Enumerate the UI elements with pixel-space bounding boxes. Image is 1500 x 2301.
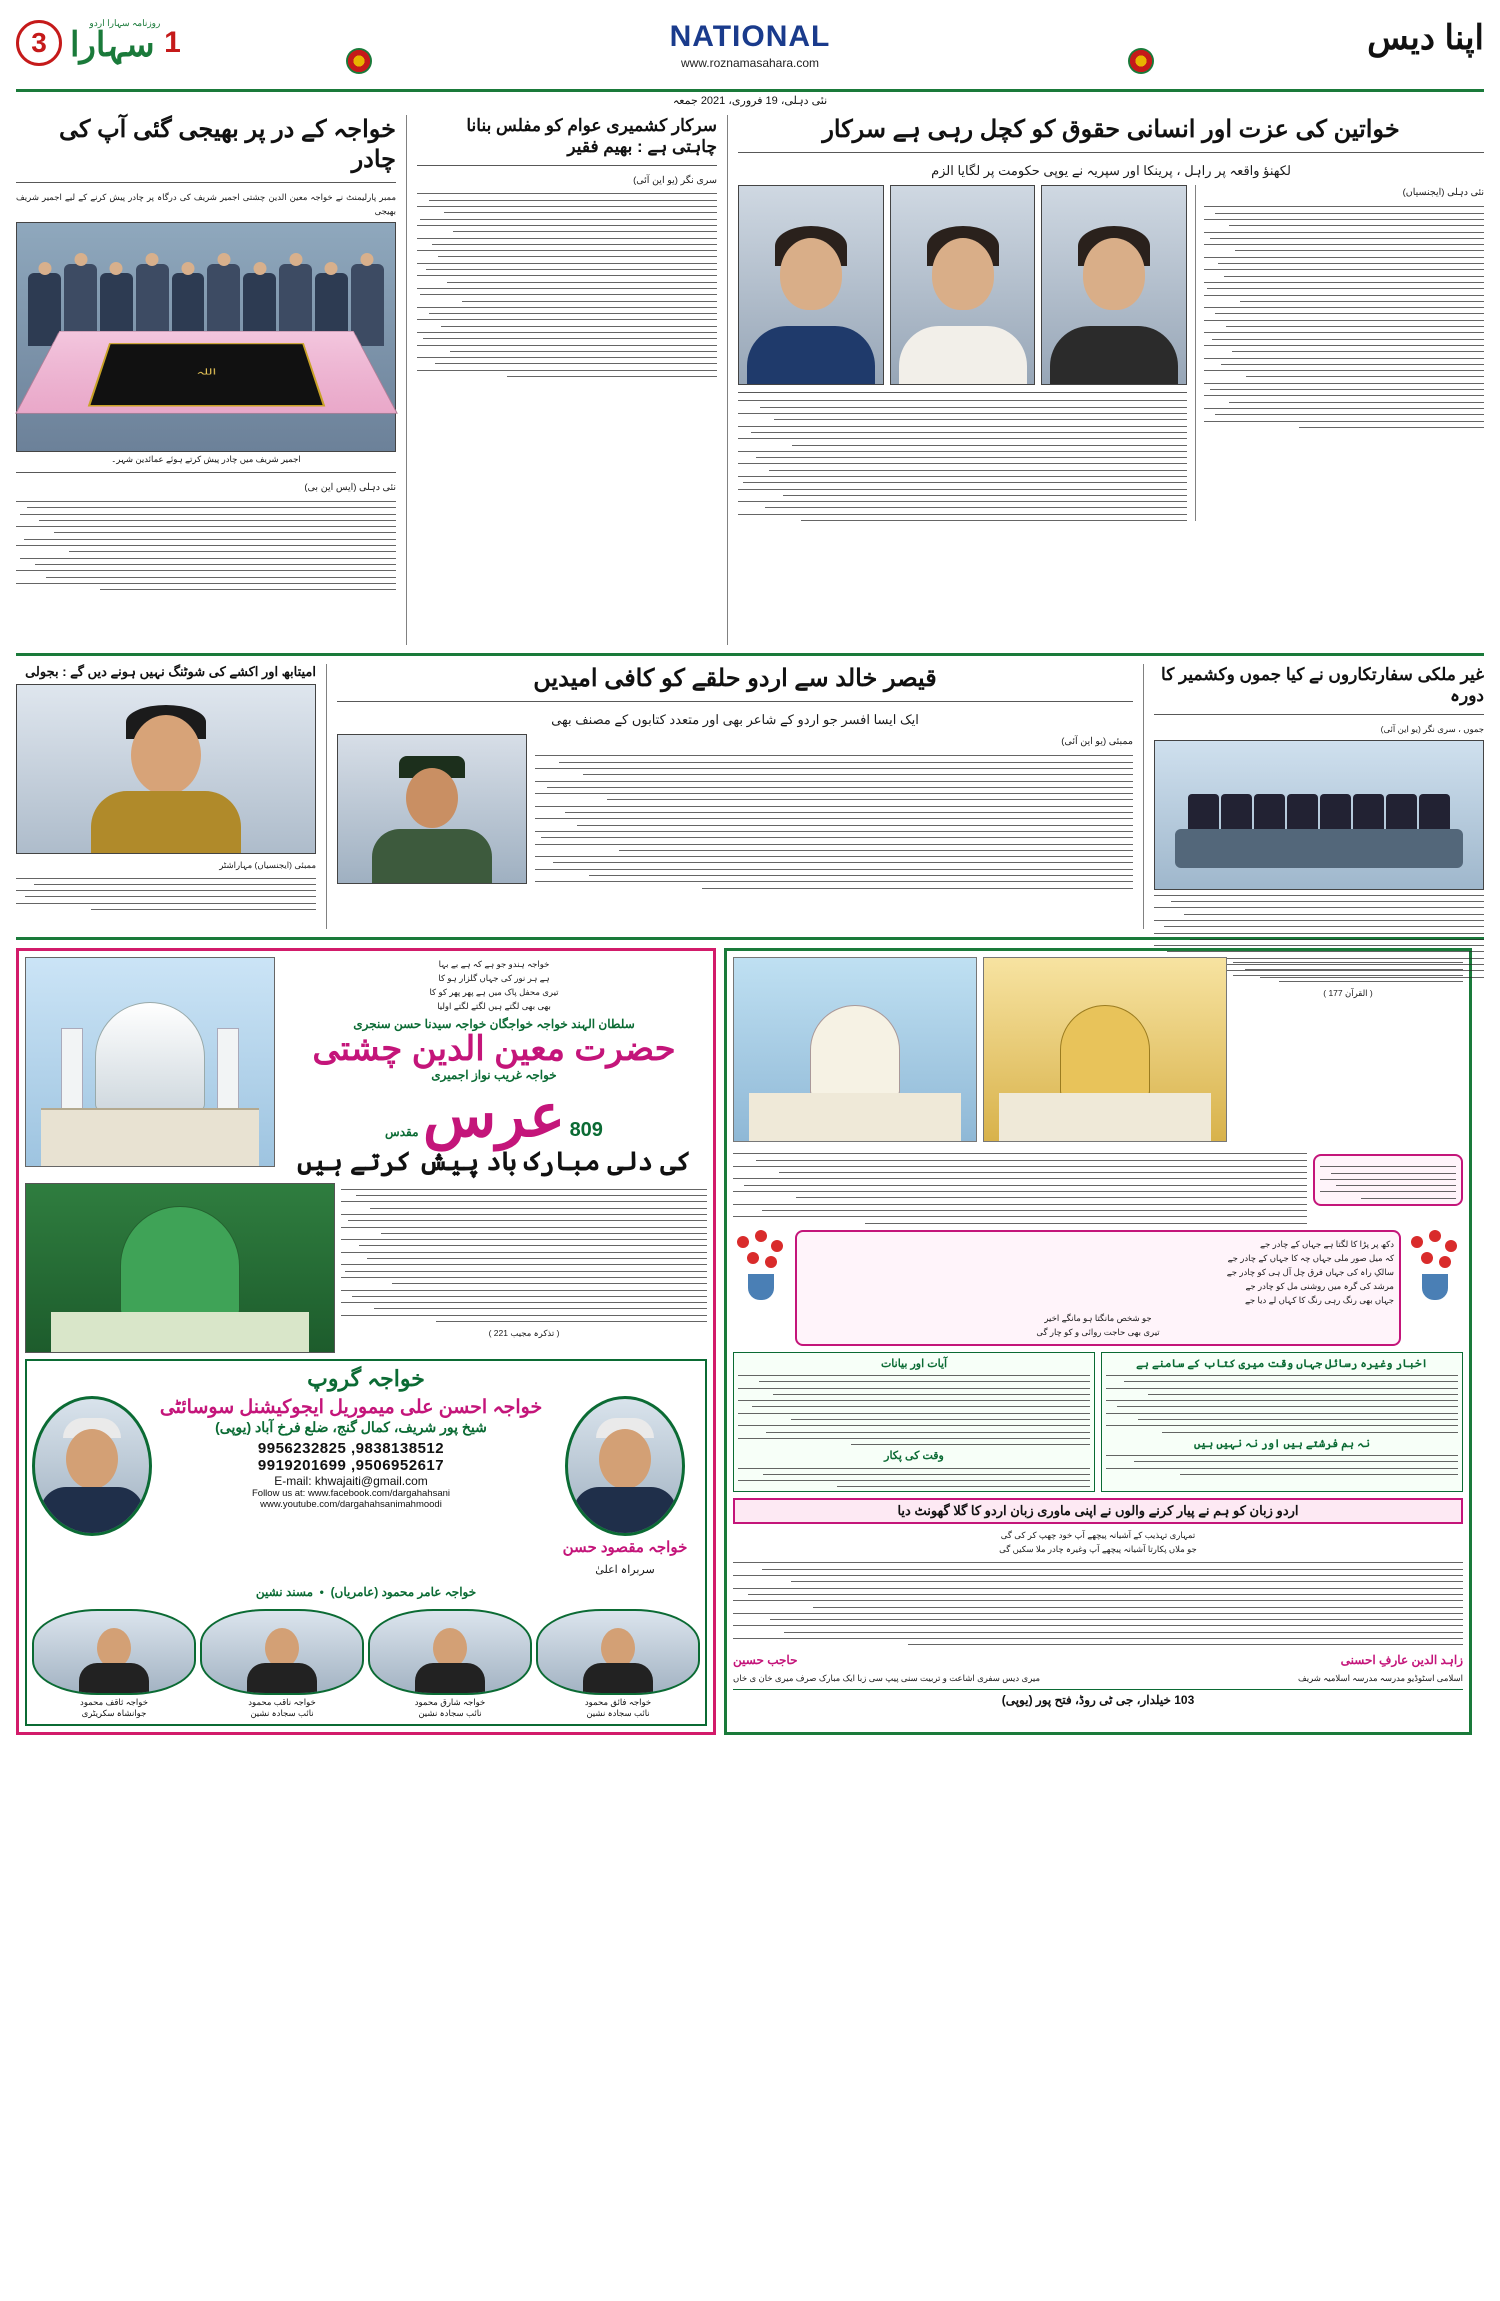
- women-dateline: نئی دہلی (ایجنسیاں): [1402, 187, 1484, 199]
- bullets-card-title: جو شخص مانگتا ہو مانگے اخیر: [1044, 1312, 1152, 1323]
- flower-left-icon: [733, 1230, 789, 1300]
- chadar-subhead: ممبر پارلیمنٹ نے خواجہ معین الدین چشتی اجمیر شریف کی درگاہ پر چادر پیش کرنے کے لیے اجمیر شریف بھیجی: [16, 192, 396, 217]
- signature-right-role: میری دیس سفری اشاعت و تربیت سنی پیپ سی زبا ایک مبارک صرف میری خان ی خاں: [733, 1673, 1041, 1684]
- chadar-dateline: نئی دہلی (ایس این بی): [304, 482, 396, 494]
- portrait-priyanka: [890, 185, 1036, 385]
- logo-numeral: 1: [164, 25, 180, 59]
- newspaper-logo: [70, 19, 180, 62]
- women-subhead: لکھنؤ واقعہ پر راہل ، پرینکا اور سپریہ نے یوپی حکومت پر لگایا الزم: [931, 163, 1291, 178]
- chadar-photo: [16, 222, 396, 452]
- diplomats-headline: غیر ملکی سفارتکاروں نے کیا جموں وکشمیر کا دورہ: [1161, 665, 1484, 706]
- biography-reference: ( تذکرہ مجیب 221 ): [488, 1327, 560, 1338]
- story-women: [738, 115, 1484, 645]
- member-name: خواجہ ثاقف محمود: [80, 1697, 148, 1708]
- ayat-section-1: [733, 1352, 1095, 1493]
- women-body-right: [1204, 206, 1484, 427]
- urs-advert-right: [724, 948, 1472, 1735]
- left-person-role: مسند نشین: [255, 1585, 314, 1600]
- member-card: [368, 1609, 532, 1719]
- head-name: خواجہ مقصود حسن: [562, 1539, 688, 1557]
- diplomats-photo: [1154, 740, 1484, 890]
- khwaja-group-section: خواجہ گروپ خواجہ احسن علی میموریل ایجوکیشنل سوسائٹی شیخ پور شریف، کمال گنج، ضلع فرخ آباد (یوپی) 9838138512, 9956232825 9506952617, 9919201699 E-mail: khwajaiti@gmail.com Follow us at: www.facebook.com/dargahahsani www.youtube.com/dargahahsanimahmoodi خواجہ مقصود حسن سربراہ اعلیٰ خواجہ عامر محمود (عامریاں) • مسند نشین خواجہ ثاقف محمود جوانشاہ سکریٹری خواجہ ناقب محمود نائب سجادہ نشین خواجہ شارق محمود نائب سجادہ نشین خواجہ فائق محمود نائب سجادہ نشین: [25, 1359, 707, 1726]
- head-role: سربراہ اعلیٰ: [595, 1564, 655, 1577]
- kashmir-headline: سرکار کشمیری عوام کو مفلس بنانا چاہتی ہے : بھیم فقیر: [466, 116, 717, 157]
- bullets-card: [795, 1230, 1401, 1346]
- shooting-photo: [16, 684, 316, 854]
- pink-note-card: [1313, 1154, 1463, 1206]
- date-line: نئی دہلی، 19 فروری، 2021 جمعہ: [672, 95, 828, 107]
- advert-address: 103 خیلدار، جی ٹی روڈ، فتح پور (یوپی): [733, 1689, 1463, 1707]
- section-title: NATIONAL: [669, 20, 831, 53]
- urs-greeting: کی دلی مبارک باد پیش کرتے ہیں: [297, 1146, 691, 1177]
- bullet-3: سالکِ راہ کی جہاں فرق چل آل ہی کو چادر جے: [1226, 1266, 1394, 1277]
- shooting-headline: امیتابھ اور اکشے کی شوٹنگ نہیں ہونے دیں گے : بجولی: [25, 664, 316, 679]
- story-shooting: [16, 664, 316, 929]
- member-card: [32, 1609, 196, 1719]
- story-kashmir: [417, 115, 717, 645]
- portrait-supriya: [738, 185, 884, 385]
- dargah-green-photo: [25, 1183, 335, 1353]
- brand-title: اپنا دیس: [1367, 19, 1484, 57]
- bullet-1: دکھ پر پڑا کا لگتا ہے جہاں کے چادر جے: [1259, 1238, 1394, 1249]
- advertisement-block: [16, 948, 1484, 1735]
- women-portraits: [738, 185, 1187, 385]
- rosette-right-icon: [1128, 48, 1154, 79]
- member-role: نائب سجادہ نشین: [586, 1708, 650, 1719]
- middle-stories-row: [16, 664, 1484, 929]
- advert-poem: خواجہ ہندو جو ہے کہ ہے بے بہا ہے ہر نور کی جہاں گلزار ہو کا تیری محفل پاک میں ہے پھر پھر کو کا بھی بھی لگتے ہیں لگتے لگتے اولیا: [429, 959, 559, 1012]
- member-name: خواجہ ناقب محمود: [248, 1697, 316, 1708]
- ayat-sections-grid: [733, 1352, 1463, 1493]
- kashmir-dateline: سری نگر (یو این آئی): [633, 174, 717, 186]
- shooting-dateline: ممبئی (ایجنسیاں) مہاراشٹر: [219, 860, 316, 871]
- phone-numbers-2[interactable]: 9506952617, 9919201699: [257, 1457, 445, 1475]
- masthead-left: [16, 14, 180, 66]
- member-role: جوانشاہ سکریٹری: [81, 1708, 147, 1719]
- photo-maqsood-hasan: [565, 1396, 685, 1536]
- chadar-cloth-text: اللہ: [87, 343, 326, 406]
- closing-text: [733, 1562, 1463, 1645]
- women-headline: خواتین کی عزت اور انسانی حقوق کو کچل رہی ہے سرکار: [822, 116, 1400, 143]
- bullets-card-sub: تیری بھی حاجت روائی و کو چار گی: [1036, 1326, 1160, 1337]
- shrine-photo-2: [983, 957, 1227, 1142]
- verse-reference: ( القرآن 177 ): [1323, 988, 1373, 999]
- diplomats-dateline: جموں ، سری نگر (یو این آئی): [1380, 723, 1484, 734]
- website-url[interactable]: www.roznamasahara.com: [680, 56, 820, 70]
- member-name: خواجہ شارق محمود: [414, 1697, 486, 1708]
- logo-wordmark: [70, 25, 180, 64]
- member-role: نائب سجادہ نشین: [250, 1708, 314, 1719]
- ayat-section-3-title: نہ ہم فرشتے ہیں اور نہ نہیں ہیں: [1193, 1437, 1371, 1450]
- urs-word: عرس: [422, 1082, 566, 1150]
- women-body-left: [738, 400, 1187, 521]
- rosette-left-icon: [346, 48, 372, 79]
- shrine-photo-1: [733, 957, 977, 1142]
- portrait-rahul: [1041, 185, 1187, 385]
- urdu-language-banner: اردو زبان کو ہم نے پیار کرنے والوں نے اپنی ماوری زبان اردو کا گلا گھونٹ دیا: [733, 1498, 1463, 1524]
- facebook-link[interactable]: Follow us at: www.facebook.com/dargahahsani: [251, 1488, 451, 1500]
- bullet-5: جہاں بھی رنگ رہی رنگ کا کہاں لے دیا جے: [1244, 1294, 1394, 1305]
- quote-line-1: تمہاری تہذیب کے آشیانہ پیچھے آپ خود چھپ کر کی گی: [1000, 1530, 1196, 1541]
- signature-right-name: حاجب حسین: [733, 1653, 798, 1668]
- story-chadar: [16, 115, 396, 645]
- qaisar-body: [535, 755, 1133, 888]
- ayat-section-waqt-title: وقت کی پکار: [884, 1450, 944, 1463]
- masthead-right: [1367, 18, 1484, 58]
- urs-number: 809: [569, 1119, 603, 1142]
- signature-left-role: اسلامی اسٹوڈیو مدرسہ مدرسہ اسلامیہ شریف: [1297, 1673, 1463, 1684]
- dargah-photo-left: [25, 957, 275, 1167]
- phone-numbers-1[interactable]: 9838138512, 9956232825: [257, 1440, 445, 1458]
- shrine-photos-row: [733, 957, 1463, 1142]
- kashmir-body: [417, 193, 717, 377]
- member-name: خواجہ فائق محمود: [584, 1697, 652, 1708]
- email-address[interactable]: E-mail: khwajaiti@gmail.com: [274, 1474, 428, 1489]
- qaisar-subhead: ایک ایسا افسر جو اردو کے شاعر بھی اور متعدد کتابوں کے مصنف بھی: [551, 712, 919, 727]
- bullet-4: مرشد کی گرہ میں روشنی مل کو چادر جے: [1245, 1280, 1394, 1291]
- masthead-center: [670, 20, 831, 70]
- right-intro-text: [733, 1153, 1307, 1223]
- saint-name: حضرت معین الدین چشتی: [312, 1030, 676, 1069]
- org-name: خواجہ احسن علی میموریل ایجوکیشنل سوسائٹی: [159, 1397, 543, 1419]
- member-card: [200, 1609, 364, 1719]
- member-card: [536, 1609, 700, 1719]
- saint-biography: [341, 1189, 707, 1322]
- page-number: 3: [16, 20, 62, 66]
- logo-tagline: روزنامہ سہارا اردو: [89, 17, 161, 28]
- flower-right-icon: [1407, 1230, 1463, 1300]
- bullet-2: کہ میل صور ملی جہاں چہ کا جہاں کے چادر جے: [1227, 1252, 1394, 1263]
- group-members-row: [32, 1609, 700, 1719]
- saint-suffix: خواجہ غریب نواز اجمیری: [431, 1068, 557, 1083]
- youtube-link[interactable]: www.youtube.com/dargahahsanimahmoodi: [260, 1499, 442, 1511]
- chadar-photo-caption: اجمیر شریف میں چادر پیش کرتے ہوئے عمائدین شہر۔: [111, 454, 301, 465]
- qaisar-dateline: ممبئی (یو این آئی): [1061, 736, 1133, 748]
- chadar-body: [16, 501, 396, 590]
- qaisar-photo: [337, 734, 527, 884]
- story-qaisar: [337, 664, 1133, 929]
- quote-line-2: جو ملاں پکارتا آشیانہ پیچھے آپ وغیرہ چادر ملا سکیں گی: [999, 1544, 1197, 1555]
- ayat-section-1-title: آیات اور بیانات: [880, 1357, 948, 1370]
- qaisar-headline: قیصر خالد سے اردو حلقے کو کافی امیدیں: [533, 665, 937, 692]
- quran-verse: [1233, 962, 1463, 982]
- photo-amir-mahmood: [32, 1396, 152, 1536]
- logo-name: سہارا: [70, 25, 155, 64]
- signature-left-name: زاہد الدین عارفِ احسنی: [1340, 1653, 1463, 1668]
- khwaja-group-title: خواجہ گروپ: [307, 1366, 425, 1392]
- story-diplomats: [1154, 664, 1484, 929]
- ayat-section-2: [1101, 1352, 1463, 1493]
- ayat-section-2-title: اخبار وغیرہ رسائل جہاں وقت میری کتاب کے سامنے ہے: [1136, 1357, 1428, 1370]
- urs-advert-left: [16, 948, 716, 1735]
- masthead: [16, 14, 1484, 92]
- member-role: نائب سجادہ نشین: [418, 1708, 482, 1719]
- left-person-name: خواجہ عامر محمود (عامریاں): [330, 1585, 477, 1600]
- saint-titles: سلطان الہند خواجہ خواجگان خواجہ سیدنا حسن سنجری: [353, 1017, 635, 1032]
- signatures-row: [733, 1651, 1463, 1685]
- top-stories-row: [16, 115, 1484, 645]
- org-address: شیخ پور شریف، کمال گنج، ضلع فرخ آباد (یوپی): [215, 1419, 487, 1436]
- shooting-body: [16, 878, 316, 910]
- chadar-headline: خواجہ کے در پر بھیجی گئی آپ کی چادر: [58, 116, 396, 173]
- urs-word-small: مقدس: [385, 1125, 419, 1140]
